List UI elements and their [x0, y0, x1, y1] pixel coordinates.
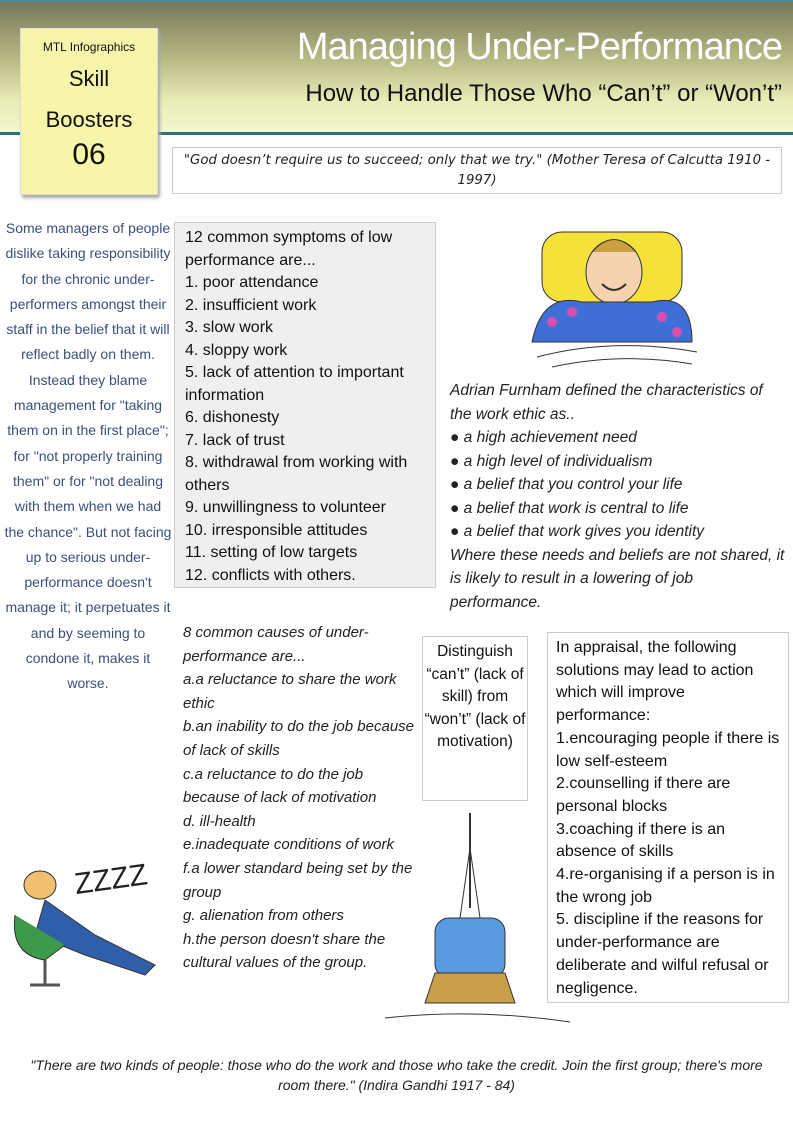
furnham-outro: Where these needs and beliefs are not shared, it is likely to result in a lowering of job performance. — [450, 546, 785, 611]
list-item: f.a lower standard being set by the group — [183, 859, 413, 901]
furnham-section — [450, 379, 785, 614]
symptoms-box — [174, 222, 436, 588]
list-item: 9. unwillingness to volunteer — [185, 499, 387, 516]
list-item: 12. conflicts with others. — [185, 566, 356, 584]
list-item: 4. sloppy work — [185, 341, 288, 359]
series-line1: Skill — [68, 66, 110, 91]
list-item: h.the person doesn't share the cultural values of the group. — [183, 930, 386, 972]
list-item: 5. discipline if the reasons for under-performance are deliberate and wilful refusal or negligence. — [556, 911, 769, 997]
list-item: 2.counselling if there are personal blocks — [556, 775, 731, 815]
list-item: 3. slow work — [185, 319, 274, 336]
list-item: 3.coaching if there is an absence of skills — [556, 820, 725, 861]
list-item: ● a high achievement need — [450, 429, 637, 446]
bottom-quote: "There are two kinds of people: those who do the work and those who take the credit. Join the first group; there's more room there." (Indira Gandhi 1917 - 84) — [30, 1057, 763, 1093]
list-item: b.an inability to do the job because of lack of skills — [183, 718, 414, 759]
list-item: g. alienation from others — [183, 907, 344, 925]
list-item: ● a high level of individualism — [450, 452, 653, 470]
list-item: a.a reluctance to share the work ethic — [183, 671, 397, 712]
list-item: 1. poor attendance — [185, 274, 319, 291]
list-item: 7. lack of trust — [185, 431, 285, 449]
list-item: ● a belief that work gives you identity — [450, 523, 705, 540]
man-in-bed-illustration — [522, 222, 702, 372]
page-subtitle: How to Handle Those Who “Can’t” or “Won’t” — [305, 80, 782, 107]
list-item: 6. dishonesty — [185, 409, 280, 426]
furnham-intro: Adrian Furnham defined the characteristics of the work ethic as.. — [450, 382, 763, 423]
list-item: d. ill-health — [183, 812, 256, 830]
list-item: 2. insufficient work — [185, 296, 317, 314]
appraisal-intro: In appraisal, the following solutions may lead to action which will improve performance: — [556, 639, 754, 725]
list-item: 8. withdrawal from working with others — [185, 454, 408, 494]
list-item: e.inadequate conditions of work — [183, 836, 394, 854]
brand-label: MTL Infographics — [42, 40, 136, 54]
list-item: c.a reluctance to do the job because of lack of motivation — [183, 765, 377, 807]
sidebar-text: Some managers of people dislike taking responsibility for the chronic under-performers amongst their staff in the belief that it will reflect badly on them. Instead they blame management for "taking them on in the first place"; for "not properly training them" or for "not dealing with them when we had the chance". But not facing up to serious under-performance doesn't manage it; it perpetuates it and by seeming to condone it, makes it worse. — [4, 220, 172, 692]
page-title: Managing Under-Performance — [296, 26, 782, 68]
series-badge — [20, 28, 158, 195]
list-item: 5. lack of attention to important information — [185, 364, 404, 404]
series-line2: Boosters — [45, 107, 133, 132]
list-item: 4.re-organising if a person is in the wrong job — [556, 866, 775, 906]
distinguish-box: Distinguish “can’t” (lack of skill) from “won’t” (lack of motivation) — [422, 636, 528, 801]
sleep-zzz: ZZZZ — [72, 858, 150, 902]
list-item: 10. irresponsible attitudes — [185, 521, 368, 539]
list-item: ● a belief that work is central to life — [450, 499, 689, 517]
top-quote: "God doesn’t require us to succeed; only that we try." (Mother Teresa of Calcutta 1910 - 1997) — [172, 147, 782, 194]
sleeping-man-illustration — [5, 845, 170, 995]
list-item: 1.encouraging people if there is low self-esteem — [556, 729, 780, 770]
symptoms-intro: 12 common symptoms of low performance are... — [185, 229, 393, 269]
hanging-man-illustration — [385, 808, 575, 1028]
causes-intro: 8 common causes of under-performance are... — [183, 624, 369, 665]
issue-number: 06 — [72, 138, 106, 171]
list-item: ● a belief that you control your life — [450, 476, 683, 493]
appraisal-box — [547, 632, 789, 1003]
list-item: 11. setting of low targets — [185, 544, 358, 561]
